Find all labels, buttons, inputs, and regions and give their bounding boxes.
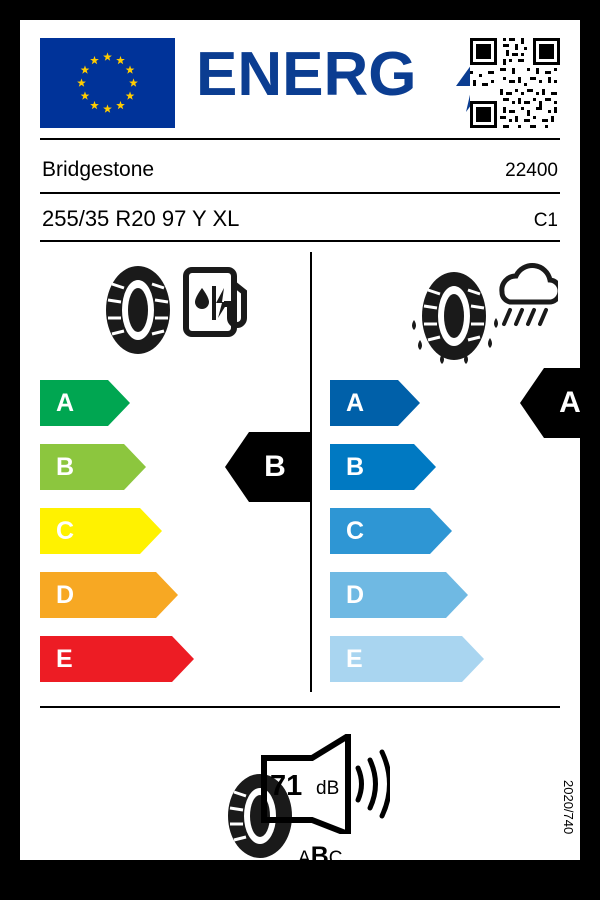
divider-noise [40, 706, 560, 708]
wet-grade-c [330, 508, 364, 554]
fuel-grade-e [40, 636, 74, 682]
qr-code-icon [470, 38, 560, 128]
divider-brand [40, 192, 560, 194]
fuel-efficiency-scale [40, 380, 74, 700]
wet-grade-b-label: B [346, 452, 365, 481]
divider-top [40, 138, 560, 140]
wet-rating-value: A [559, 386, 581, 419]
noise-unit: dB [316, 778, 340, 799]
noise-section [20, 720, 580, 870]
noise-value: 71 [270, 770, 303, 802]
divider-size [40, 240, 560, 242]
wet-grade-d-label: D [346, 580, 365, 609]
page-title: ENERG [196, 40, 417, 109]
pictogram-row [20, 258, 580, 368]
tyre-size: 255/35 R20 97 Y XL [42, 206, 240, 231]
noise-class-c: C [328, 848, 343, 869]
wet-grade-e [330, 636, 364, 682]
fuel-grade-c-label: C [56, 516, 75, 545]
wet-rating-pointer [520, 368, 600, 438]
energy-label [20, 20, 581, 870]
fuel-rating-pointer [225, 432, 311, 502]
noise-class-selected: B [310, 842, 329, 870]
fuel-grade-a [40, 380, 74, 426]
fuel-grade-d [40, 572, 74, 618]
wet-grade-a [330, 380, 364, 426]
tyre-fuel-pump-icon [90, 258, 250, 363]
wet-grade-b [330, 444, 364, 490]
fuel-rating-value: B [264, 450, 286, 483]
fuel-grade-c [40, 508, 74, 554]
fuel-grade-b-label: B [56, 452, 75, 481]
fuel-grade-a-label: A [56, 388, 75, 417]
regulation-date: 2020/740 [561, 779, 576, 834]
fuel-grade-b [40, 444, 74, 490]
wet-grade-e-label: E [346, 644, 363, 673]
brand-name: Bridgestone [42, 158, 155, 181]
wet-grade-c-label: C [346, 516, 365, 545]
wet-grade-d [330, 572, 364, 618]
wet-grip-scale [330, 380, 364, 700]
tyre-class: C1 [533, 210, 558, 231]
model-code: 22400 [505, 160, 558, 181]
label-header [20, 20, 580, 130]
tyre-rain-cloud-icon [398, 258, 558, 373]
fuel-grade-d-label: D [56, 580, 75, 609]
fuel-grade-e-label: E [56, 644, 73, 673]
eu-flag-icon [40, 38, 175, 128]
noise-class [298, 842, 342, 871]
noise-class-a: A [298, 848, 311, 869]
wet-grade-a-label: A [346, 388, 365, 417]
